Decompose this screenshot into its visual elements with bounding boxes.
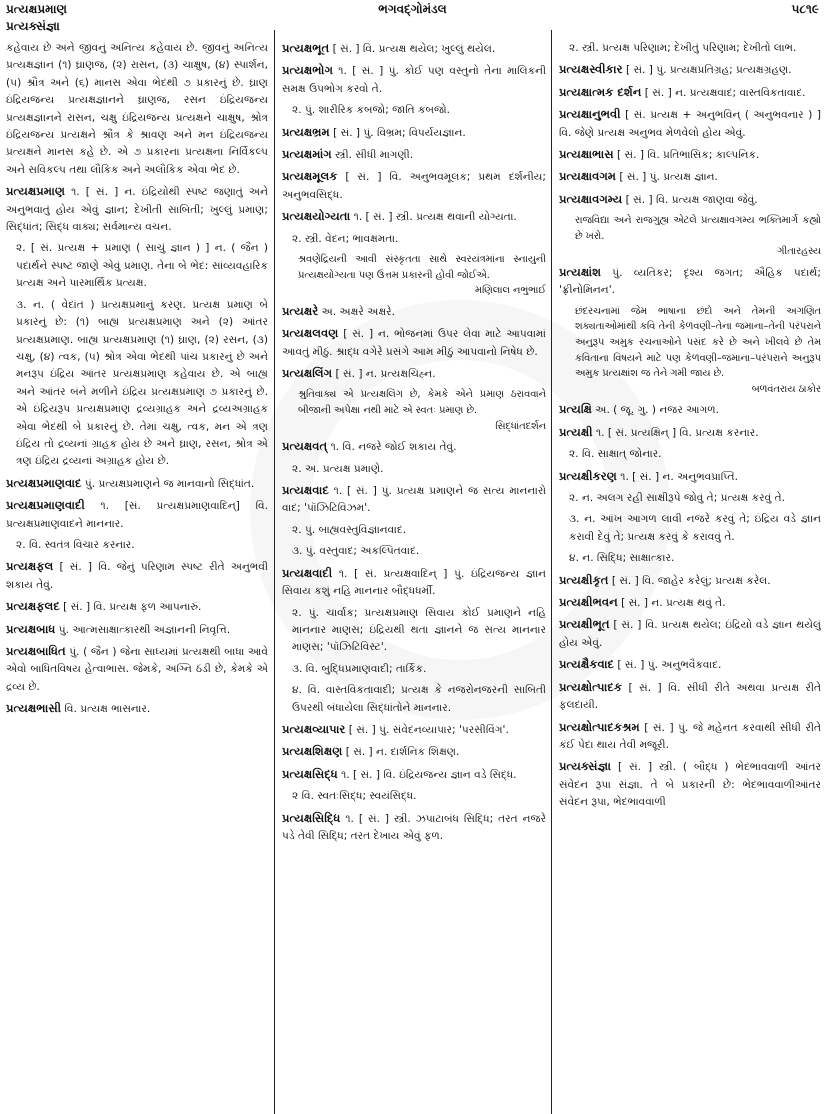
column-3	[559, 40, 821, 1114]
dictionary-entry	[282, 438, 546, 456]
headword: પ્રત્યક્ષબાધ	[6, 621, 56, 636]
definition: [ સં. ] પું. અનુભવૈકવાદ.	[614, 659, 722, 672]
column-1	[6, 40, 268, 1114]
dictionary-entry	[559, 758, 821, 811]
definition: ૧. [ સં. પ્રત્યક્ષવાદિન્ ] પું. ઇંદ્રિયજન્ય જ્ઞાન સિવાય કશું નહિ માનનાર બૌદ્ધધર્મી.	[282, 567, 546, 598]
dictionary-entry	[6, 475, 268, 493]
headword: પ્રત્યક્ષભ્રમ	[282, 124, 330, 139]
definition: [ સં. ] પું. પ્રત્યક્ષપ્રતિગ્રહ; પ્રત્યક્ષગ્રહણ.	[622, 64, 792, 77]
sense-definition: ૨. પું. બાહ્યવસ્તુવિજ્ઞાનવાદ.	[292, 523, 407, 536]
dictionary-entry	[282, 124, 546, 142]
definition: [ સં. ] વિ. જેનું પરિણામ સ્પષ્ટ રીતે અનુભવી શકાય તેવું.	[6, 561, 268, 591]
definition: ૧. [ સં. ] સ્ત્રી. ઝપાટાબંધ સિદ્ધિ; તરત નજરે પડે તેવી સિદ્ધિ; તરત દેખાય એવું ફળ.	[282, 812, 546, 842]
definition: ૧. [ સં. પ્રત્યક્ષિન્ ] વિ. પ્રત્યક્ષ કરનાર.	[592, 426, 759, 439]
dictionary-entry	[559, 401, 821, 419]
dictionary-entry	[282, 168, 546, 204]
dictionary-entry	[282, 365, 546, 383]
definition: [ સં. ] પું. પ્રત્યક્ષ જ્ઞાન.	[616, 171, 718, 184]
definition: [ સં. ] વિ. પ્રતિભાસિક; કાલ્પનિક.	[613, 149, 760, 162]
definition: [ સં. ] વિ. સીધી રીતે અથવા પ્રત્યક્ષ રીતે ફલદાયી.	[559, 681, 821, 712]
definition: પું. ( જૈન ) જેના સાધ્યમાં પ્રત્યક્ષથી બાધા આવે એવો બાધિતવિષય હેત્વાભાસ. જેમકે, અગ્નિ ઠંડી છે, કેમકે એ દ્રવ્ય છે.	[6, 646, 268, 693]
sense-definition: ૨. પું. શારીરિક કબજો; જાતિ કબજો.	[292, 104, 451, 117]
definition: [ સં. ] વિ. પ્રત્યક્ષ થયેલ; ઇંદ્રિયો વડે જ્ઞાન થયેલું હોય એવું.	[559, 619, 821, 649]
dictionary-entry	[559, 719, 821, 755]
definition: ૧. [ સં. ] પું. પ્રત્યક્ષ પ્રમાણને જ સત્ય માનનારો વાદ; 'પૉઝિટિવિઝમ'.	[282, 485, 546, 515]
page-number: ૫૮૧૯	[791, 2, 819, 16]
headword: પ્રત્યક્ષભોગ	[282, 63, 333, 78]
definition: [ સં. ] ન. ભોજનમાં ઉપર લેવા માટે આપવામાં આવતું મીઠું. શ્રાદ્ધ વગેરે પ્રસંગે આમ મીઠું આપવાનો નિષેધ છે.	[282, 328, 546, 358]
definition: વિ. પ્રત્યક્ષ ભાસનાર.	[61, 703, 151, 716]
definition: ૧. વિ. નજરે જોઈ શકાય તેવું.	[327, 441, 457, 454]
dictionary-entry	[559, 616, 821, 652]
headword: પ્રત્યક્ષમાંગ	[282, 147, 332, 162]
headword: પ્રત્યક્ષાભાસ	[559, 147, 614, 162]
headword: પ્રત્યક્ષફલ	[6, 559, 54, 574]
headword: પ્રત્યક્ષાવગમ	[559, 169, 616, 184]
page-header	[0, 0, 825, 33]
dictionary-entry	[6, 183, 268, 236]
headword: પ્રત્યક્ષાત્મક દર્શન	[559, 84, 642, 99]
dictionary-entry	[282, 482, 546, 518]
headword: પ્રત્યક્ષરે	[282, 303, 319, 318]
definition: [ સં. ] ન. પ્રત્યક્ષ થવું તે.	[617, 597, 726, 610]
dictionary-entry	[559, 572, 821, 590]
dictionary-entry	[6, 598, 268, 616]
dictionary-entry	[282, 743, 546, 761]
sense-definition: ૩. ન. આંખ આગળ લાવી નજરે કરવું તે; ઇંદ્રિય વડે જ્ઞાન કરાવી દેવું તે; પ્રત્યક્ષ કરવું કે કરાવવું તે.	[569, 513, 821, 543]
definition: પું. વ્યતિકર; દૃશ્ય જગત; ઐહિક પદાર્થ; 'ફ્રીનોમિનન'.	[559, 267, 821, 297]
definition: ૧. [ સં. ] સ્ત્રી. પ્રત્યક્ષ થવાની યોગ્યતા.	[350, 211, 517, 224]
sense-definition: ૩. ન. ( વેદાંત ) પ્રત્યક્ષપ્રમાનું કરણ. પ્રત્યક્ષ પ્રમાણ બે પ્રકારનું છે: (૧) બાહ્ય પ્રત્યક્ષપ્રમાણ અને (૨) આંતર પ્રત્યક્ષપ્રમાણ. બાહ્ય પ્રત્યક્ષપ્રમાણ (૧) ઘ્રાણ, (૨) રસન, (૩) ચક્ષુ, (૪) ત્વક, (૫) શ્રોત્ર એવા ભેદથી પાંચ પ્રકારનું છે અને મનરૂપ ઇંદ્રિય આંતર પ્રત્યક્ષપ્રમાણ કહેવાય છે. એ બાહ્ય અને આંતર બંને મળીને ઇંદ્રિય પ્રત્યક્ષપ્રમાણ ૭ પ્રકારનું છે. એ ઇંદ્રિયરૂપ પ્રત્યક્ષપ્રમાણ દ્રવ્યગ્રાહક અને દ્રવ્યઅગ્રાહક એવા ભેદથી બે પ્રકારનું છે. તેમાં ચક્ષુ, ત્વક, મન એ ત્રણ ઇંદ્રિય તો દ્રવ્યનાં ગ્રાહક હોય છે અને ઘ્રાણ, રસન, શ્રોત્ર એ ત્રણ ઇંદ્રિય દ્રવ્યનાં અગ્રાહક હોય છે.	[16, 298, 268, 468]
definition: [ સં. ] ન. પ્રત્યક્ષવાદ; વાસ્તવિકતાવાદ.	[641, 86, 806, 99]
dictionary-entry	[559, 468, 821, 486]
headword: પ્રત્યક્ષોત્પાદકશ્રમ	[559, 719, 640, 734]
headword: પ્રત્યક્ષશિક્ષણ	[282, 744, 343, 759]
headword: પ્રત્યક્ષસિદ્ધ	[282, 766, 338, 781]
dictionary-entry	[559, 656, 821, 674]
headword: પ્રત્યક્ષસિદ્ધિ	[282, 810, 341, 825]
quote-source: બળવંતરાય ઠાકોર	[751, 383, 821, 395]
headword: પ્રત્યક્ષીભૂત	[559, 617, 610, 632]
dictionary-entry	[559, 264, 821, 300]
dictionary-entry	[6, 497, 268, 533]
dictionary-entry	[559, 146, 821, 164]
headword: પ્રત્યક્ષીકૃત	[559, 572, 609, 587]
headword: પ્રત્યક્ષપ્રમાણવાદ	[6, 475, 82, 490]
dictionary-entry	[282, 62, 546, 98]
definition: ૧. [ સં. ] ન. અનુભવપ્રાપ્તિ.	[616, 470, 738, 483]
headword: પ્રત્યક્ષવાદ	[282, 483, 329, 498]
definition: [ સં. ] પું. સંવેદનવ્યાપાર; 'પરસીવિંગ'.	[345, 723, 509, 736]
quote-text: છંદરચનામાં જેમ ભાષાના છંદો અને તેમની અગણિત શક્યતાઓમાંથી કવિ તેની કેળવણી–તેના જમાના–તેની પરંપરાને અનુરૂપ અમુક રચનાઓને પસંદ કરે છે અને ખીલવે છે તેમ કવિતાના વિષયને માટે પણ કેળવણી–જમાના–પરંપરાને અનુરૂપ અમુક પ્રત્યક્ષાંશ જ તેને ગમી જાય છે.	[575, 305, 821, 380]
definition: [ સં. ] ન. દાર્શનિક શિક્ષણ.	[342, 746, 460, 759]
sense-definition: ૩. વિ. બુદ્ધિપ્રમાણવાદી; તાર્કિક.	[292, 662, 427, 675]
sense-definition: ૨. સ્ત્રી. વેદન; ભાવક્ષમતા.	[292, 232, 399, 245]
dictionary-entry	[559, 106, 821, 142]
definition: [ સં. પ્રત્યક્ષ + અનુભવિન્ ( અનુભવનાર ) ] વિ. જેણે પ્રત્યક્ષ અનુભવ મેળવેલો હોય એવું.	[559, 109, 821, 139]
sense-definition: ૨. અ. પ્રત્યક્ષ પ્રમાણે.	[292, 462, 384, 475]
dictionary-entry	[6, 700, 268, 718]
definition: સ્ત્રી. સીધી માગણી.	[331, 149, 414, 162]
usage-quote	[298, 252, 546, 299]
definition: પું. પ્રત્યક્ષપ્રમાણને જ માનવાનો સિદ્ધાંત.	[81, 477, 255, 490]
dictionary-entry	[6, 643, 268, 696]
headword: પ્રત્યક્ષલિંગ	[282, 366, 333, 381]
definition: ૧. [ સં. ] વિ. ઇંદ્રિયજન્ય જ્ઞાન વડે સિદ્ધ.	[337, 768, 517, 781]
dictionary-entry	[282, 146, 546, 164]
headword: પ્રત્યક્સંજ્ઞા	[559, 759, 612, 774]
dictionary-entry	[559, 168, 821, 186]
quote-text: શ્રુતિવાક્ય એ પ્રત્યક્ષલિંગ છે, કેમકે એને પ્રમાણ ઠરાવવાને બીજાની અપેક્ષા નથી માટે એ સ્વતઃ પ્રમાણ છે.	[298, 389, 546, 417]
definition: ૧. [સં. પ્રત્યક્ષપ્રમાણવાદિન્] વિ. પ્રત્યક્ષપ્રમાણવાદને માનનાર.	[6, 500, 268, 530]
usage-quote	[575, 213, 821, 260]
definition: [ સં. ] વિ. પ્રત્યક્ષ જાણવા જેવું.	[622, 193, 758, 206]
sense-definition: ૪. ન. સિદ્ધિ; સાક્ષાત્કાર.	[569, 552, 675, 565]
headword: પ્રત્યક્ષલવણ	[282, 326, 339, 341]
headword: પ્રત્યક્ષફલદ	[6, 599, 60, 614]
headword: પ્રત્યક્ષૈકવાદ	[559, 657, 615, 672]
definition: [ સં. ] વિ. જાહેર કરેલું; પ્રત્યક્ષ કરેલ.	[608, 574, 771, 587]
headword: પ્રત્યક્ષમૂલક	[282, 169, 338, 184]
book-title: ભગવદ્ગોમંડલ	[378, 2, 447, 16]
dictionary-entry	[559, 191, 821, 209]
headword: પ્રત્યક્ષીભવન	[559, 595, 618, 610]
headword: પ્રત્યક્ષપ્રમાણવાદી	[6, 498, 85, 513]
headword: પ્રત્યક્ષસ્વીકાર	[559, 62, 623, 77]
headword: પ્રત્યક્ષયોગ્યતા	[282, 209, 351, 224]
dictionary-entry	[559, 61, 821, 79]
column-2	[282, 40, 546, 1114]
quote-source: મણિલાલ નભુભાઈ	[475, 285, 546, 297]
column-divider	[551, 30, 552, 1114]
definition: [ સં. ] સ્ત્રી. ( બૌદ્ધ ) ભેદભાવવાળી આંતર સંવેદન રૂપા સંજ્ઞા. તે બે પ્રકારની છે: ભેદભાવવાળીઆંતર સંવેદન રૂપા, ભેદભાવવાળી	[559, 761, 821, 809]
headword: પ્રત્યક્ષોત્પાદક	[559, 679, 623, 694]
definition: [ સં. ] વિ. પ્રત્યક્ષ ફળ આપનારું.	[59, 601, 202, 614]
usage-quote	[575, 304, 821, 398]
definition: અ. ( જૂ. ગુ. ) નજર આગળ.	[591, 404, 720, 417]
headword: પ્રત્યક્ષિ	[559, 402, 592, 417]
sense-definition: ૨. [ સં. પ્રત્યક્ષ + પ્રમાણ ( સાચું જ્ઞાન ) ] ન. ( જૈન ) પદાર્થને સ્પષ્ટ જાણે એવું પ્રમાણ. તેના બે ભેદ: સાંવ્યવહારિક પ્રત્યક્ષ અને પારમાર્થિક પ્રત્યક્ષ.	[16, 242, 268, 290]
quote-text: શ્રવણેંદ્રિયની આવી સંસ્કૃતતા સાથે સ્વરયંત્રમાંના સ્નાયુની પ્રત્યક્ષયોગ્યતા પણ ઉત્તમ પ્રકારની હોવી જોઈએ.	[298, 254, 546, 281]
column-divider	[274, 30, 275, 1114]
headword: પ્રત્યક્ષપ્રમાણ	[6, 184, 65, 199]
definition: પું. આત્મસાક્ષાત્કારથી અજ્ઞાનની નિવૃત્તિ.	[55, 623, 231, 636]
sense-definition: ૨. સ્ત્રી. પ્રત્યક્ષ પરિણામ; દેખીતું પરિણામ; દેખીતો લાભ.	[569, 42, 797, 54]
definition: ૧. [ સં. ] પું. કોઈ પણ વસ્તુનો તેના માલિકની સમક્ષ ઉપભોગ કરવો તે.	[282, 65, 546, 95]
quote-source: ગીતારહસ્ય	[777, 246, 821, 258]
sense-definition: ૨. વિ. સ્વતંત્ર વિચાર કરનાર.	[16, 538, 135, 551]
sense-definition: ૩. પું. વસ્તુવાદ; અકલ્પિતવાદ.	[292, 545, 420, 558]
definition: [ સં. ] ન. પ્રત્યક્ષચિહ્ન.	[332, 368, 436, 381]
definition: [ સં. ] વિ. અનુભવમૂલક; પ્રથમ દર્શનીય; અનુભવસિદ્ધ.	[282, 171, 546, 201]
headword: પ્રત્યક્ષવ્યાપાર	[282, 721, 346, 736]
dictionary-entry	[282, 810, 546, 846]
headword: પ્રત્યક્ષાંશ	[559, 265, 602, 280]
headword: પ્રત્યક્ષી	[559, 424, 593, 439]
sense-definition: ૨ વિ. સ્વતઃસિદ્ધ; સ્વયંસિદ્ધ.	[292, 790, 417, 803]
definition: અ. અક્ષરે અક્ષરે.	[318, 305, 395, 318]
sense-definition: ૪. વિ. વાસ્તવિકતાવાદી; પ્રત્યક્ષ કે નજરોનજરની સાબિતી ઉપરથી બંધાયેલા સિદ્ધાંતોને માનનાર.	[292, 684, 546, 714]
dictionary-entry	[559, 679, 821, 715]
dictionary-entry	[559, 84, 821, 102]
dictionary-entry	[282, 208, 546, 226]
definition: [ સં. ] પું. વિભ્રમ; વિપર્યયજ્ઞાન.	[329, 126, 466, 139]
dictionary-entry	[559, 424, 821, 442]
usage-quote	[298, 387, 546, 434]
dictionary-entry	[6, 558, 268, 594]
headword: પ્રત્યક્ષવાદી	[282, 565, 333, 580]
headword: પ્રત્યક્ષવત્	[282, 439, 328, 454]
dictionary-entry	[6, 621, 268, 639]
quote-source: સિદ્ધાંતદર્શન	[495, 420, 546, 432]
sense-definition: ૨. વિ. સાક્ષાત્ જોનાર.	[569, 448, 662, 461]
dictionary-entry	[282, 40, 546, 58]
headword: પ્રત્યક્ષભૂત	[282, 41, 330, 55]
definition: [ સં. ] વિ. પ્રત્યક્ષ થયેલ; ખુલ્લું થયેલ.	[329, 43, 496, 55]
headword: પ્રત્યક્ષબાધિત	[6, 644, 66, 658]
dictionary-entry	[282, 303, 546, 321]
definition: [ સં. ] પું. જે મહેનત કરવાથી સીધી રીતે કંઈ પેદા થાય તેવી મજૂરી.	[559, 721, 821, 751]
continued-text: કહેવાય છે અને જીવનું અનિત્ય કહેવાય છે. જીવનું અનિત્ય પ્રત્યક્ષજ્ઞાન (૧) ઘ્રાણજ, (૨) રાસન, (૩) ચાક્ષુષ, (૪) સ્પાર્શન, (૫) શ્રૌત્ર અને (૬) માનસ એવા ભેદથી ૭ પ્રકારનું છે. ઘ્રાણ ઇંદ્રિયજન્ય પ્રત્યક્ષજ્ઞાનને ઘ્રાણજ, રસન ઇંદ્રિયજન્ય પ્રત્યક્ષજ્ઞાનને રાસન, ચક્ષુ ઇંદ્રિયજન્ય પ્રત્યક્ષને ચાક્ષુષ, શ્રોત્ર ઇંદ્રિયજન્ય પ્રત્યક્ષને શ્રૌત્ર કે શ્રાવણ અને મન ઇંદ્રિયજન્ય પ્રત્યક્ષને માનસ કહે છે. એ ૭ પ્રકારના પ્રત્યક્ષના નિર્વિકલ્પ અને સવિકલ્પ તથા લૌકિક અને અલૌકિક એવા ભેદ છે.	[6, 42, 268, 176]
sense-definition: ૨. પું. ચાર્વાક; પ્રત્યક્ષપ્રમાણ સિવાય કોઈ પ્રમાણને નહિ માનનાર માણસ; ઇંદ્રિયથી થતા જ્ઞાનને જ સત્ય માનનાર માણસ; 'પૉઝિટિવિસ્ટ'.	[292, 606, 546, 654]
dictionary-entry	[282, 565, 546, 601]
headword: પ્રત્યક્ષાનુભવી	[559, 107, 621, 122]
dictionary-entry	[282, 766, 546, 784]
headword: પ્રત્યક્ષીકરણ	[559, 468, 617, 483]
guide-word-first: પ્રત્યક્ષપ્રમાણ	[6, 2, 68, 16]
headword: પ્રત્યક્ષાવગમ્ય	[559, 191, 623, 206]
sense-definition: ૨. ન. અલગ રહી સાક્ષીરૂપે જોવું તે; પ્રત્યક્ષ કરવું તે.	[569, 492, 785, 505]
definition: ૧. [ સં. ] ન. ઇંદ્રિયોથી સ્પષ્ટ જણાતું અને અનુભવાતું હોય એવું જ્ઞાન; દેખીતી સાબિતી; ખુલ્લું પ્રમાણ; સિદ્ધાંત; સિદ્ધ વાક્ય; સર્વમાન્ય વચન.	[6, 186, 268, 234]
dictionary-entry	[282, 325, 546, 361]
headword: પ્રત્યક્ષભાસી	[6, 701, 62, 716]
dictionary-entry	[559, 594, 821, 612]
guide-word-last: પ્રત્યક્સંજ્ઞા	[6, 19, 60, 33]
quote-text: રાજવિદ્યા અને રાજગુહ્ય એટલે પ્રત્યક્ષાવગમ્ય ભક્તિમાર્ગ કહ્યો છે ખરો.	[575, 215, 821, 242]
dictionary-entry	[282, 721, 546, 739]
